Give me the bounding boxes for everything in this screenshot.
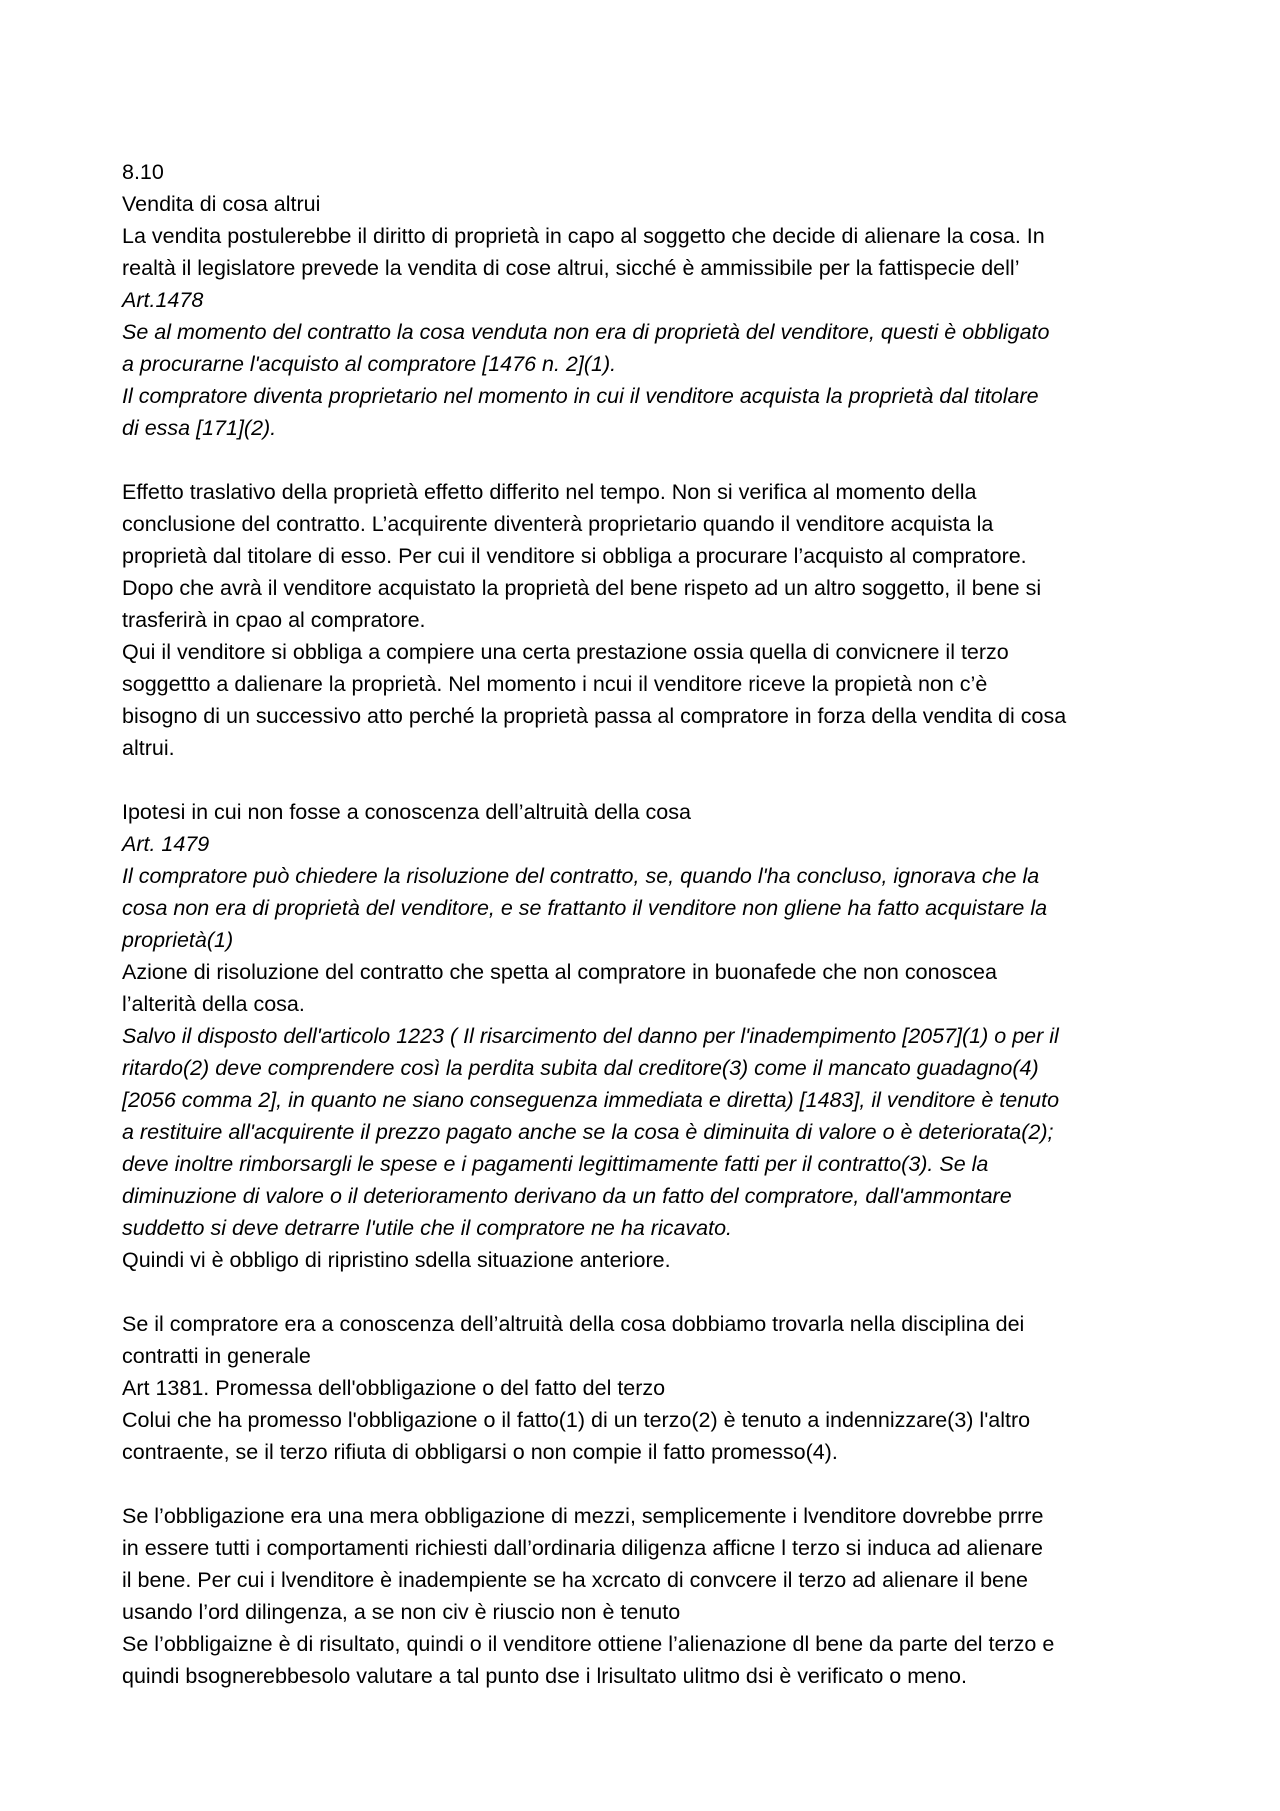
text-line: Colui che ha promesso l'obbligazione o il fatto(1) di un terzo(2) è tenuto a indennizzare(3) l'altro (122, 1408, 1031, 1432)
article-heading: Art. 1479 (122, 832, 210, 856)
subheading: Ipotesi in cui non fosse a conoscenza dell’altruità della cosa (122, 800, 691, 824)
text-line: Azione di risoluzione del contratto che spetta al compratore in buonafede che non conoscea (122, 960, 997, 984)
article-line: Se al momento del contratto la cosa venduta non era di proprietà del venditore, questi è obbligato (122, 320, 1050, 344)
text-line: Quindi vi è obbligo di ripristino sdella situazione anteriore. (122, 1248, 671, 1272)
text-line: contraente, se il terzo rifiuta di obbligarsi o non compie il fatto promesso(4). (122, 1440, 838, 1464)
blank-line (122, 444, 1172, 476)
article-line: suddetto si deve detrarre l'utile che il compratore ne ha ricavato. (122, 1216, 733, 1240)
text-line: contratti in generale (122, 1344, 311, 1368)
text-line: altrui. (122, 736, 175, 760)
article-line: Il compratore può chiedere la risoluzione del contratto, se, quando l'ha concluso, ignorava che la (122, 864, 1040, 888)
article-heading: Art.1478 (122, 288, 204, 312)
article-1478 (122, 284, 1172, 444)
text-line: in essere tutti i comportamenti richiesti dall’ordinaria diligenza afficne l terzo si induca ad alienare (122, 1536, 1043, 1560)
text-line: soggettto a dalienare la proprietà. Nel momento i ncui il venditore riceve la propietà non c’è (122, 672, 988, 696)
article-line: cosa non era di proprietà del venditore, e se frattanto il venditore non gliene ha fatto acquistare la (122, 896, 1048, 920)
article-line: Il compratore diventa proprietario nel momento in cui il venditore acquista la proprietà dal titolare (122, 384, 1039, 408)
obbligazione-paragraph (122, 1500, 1172, 1692)
blank-line (122, 764, 1172, 796)
text-line: Effetto traslativo della proprietà effetto differito nel tempo. Non si verifica al momento della (122, 480, 977, 504)
text-line: quindi bsognerebbesolo valutare a tal punto dse i lrisultato ulitmo dsi è verificato o meno. (122, 1664, 967, 1688)
text-line: trasferirà in cpao al compratore. (122, 608, 426, 632)
text-line: realtà il legislatore prevede la vendita di cose altrui, sicché è ammissibile per la fattispecie dell’ (122, 256, 1020, 280)
article-line: diminuzione di valore o il deterioramento derivano da un fatto del compratore, dall'ammontare (122, 1184, 1012, 1208)
text-line: conclusione del contratto. L’acquirente diventerà proprietario quando il venditore acquista la (122, 512, 994, 536)
text-line: Se l’obbligaizne è di risultato, quindi o il venditore ottiene l’alienazione dl bene da parte del terzo e (122, 1632, 1055, 1656)
text-line: il bene. Per cui i lvenditore è inadempiente se ha xcrcato di convcere il terzo ad alienare il bene (122, 1568, 1028, 1592)
text-line: Qui il venditore si obbliga a compiere una certa prestazione ossia quella di convicnere il terzo (122, 640, 1009, 664)
text-line: La vendita postulerebbe il diritto di proprietà in capo al soggetto che decide di alienare la cosa. In (122, 224, 1045, 248)
ipotesi-section (122, 796, 1172, 1276)
article-line: a procurarne l'acquisto al compratore [1476 n. 2](1). (122, 352, 617, 376)
text-line: Dopo che avrà il venditore acquistato la proprietà del bene rispeto ad un altro soggetto, il bene si (122, 576, 1042, 600)
article-heading: Art 1381. Promessa dell'obbligazione o del fatto del terzo (122, 1376, 666, 1400)
article-line: a restituire all'acquirente il prezzo pagato anche se la cosa è diminuita di valore o è deteriorata(2); (122, 1120, 1054, 1144)
article-line: di essa [171](2). (122, 416, 277, 440)
article-line: proprietà(1) (122, 928, 234, 952)
text-line: l’alterità della cosa. (122, 992, 305, 1016)
text-line: Se il compratore era a conoscenza dell’altruità della cosa dobbiamo trovarla nella disciplina dei (122, 1312, 1025, 1336)
effetto-paragraph (122, 476, 1172, 764)
text-line: proprietà dal titolare di esso. Per cui il venditore si obbliga a procurare l’acquisto al compratore. (122, 544, 1027, 568)
conoscenza-section (122, 1308, 1172, 1468)
intro-paragraph (122, 220, 1172, 284)
blank-line (122, 1468, 1172, 1500)
article-line: [2056 comma 2], in quanto ne siano conseguenza immediata e diretta) [1483], il venditore è tenuto (122, 1088, 1060, 1112)
article-line: ritardo(2) deve comprendere così la perdita subita dal creditore(3) come il mancato guadagno(4) (122, 1056, 1039, 1080)
text-line: bisogno di un successivo atto perché la proprietà passa al compratore in forza della vendita di cosa (122, 704, 1067, 728)
section-number: 8.10 (122, 160, 164, 184)
text-line: Se l’obbligazione era una mera obbligazione di mezzi, semplicemente i lvenditore dovrebbe prrre (122, 1504, 1044, 1528)
blank-line (122, 1276, 1172, 1308)
section-title: Vendita di cosa altrui (122, 192, 321, 216)
article-line: deve inoltre rimborsargli le spese e i pagamenti legittimamente fatti per il contratto(3). Se la (122, 1152, 989, 1176)
document-page (122, 156, 1172, 1692)
text-line: usando l’ord dilingenza, a se non civ è riuscio non è tenuto (122, 1600, 681, 1624)
article-line: Salvo il disposto dell'articolo 1223 ( Il risarcimento del danno per l'inadempimento [2057](1) o per il (122, 1024, 1059, 1048)
